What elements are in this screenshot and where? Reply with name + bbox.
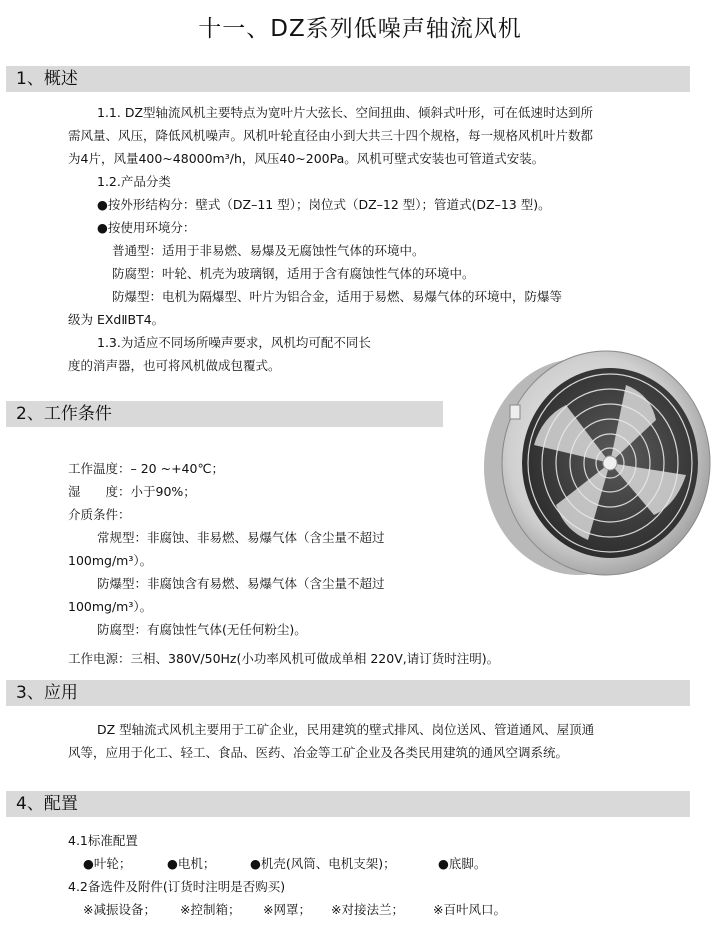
opt-item-mesh-cover: ※网罩； bbox=[263, 902, 311, 917]
type-anticorrosion: 防腐型：叶轮、机壳为玻璃钢，适用于含有腐蚀性气体的环境中。 bbox=[112, 266, 475, 281]
section-bar-configuration bbox=[6, 791, 690, 817]
overview-para-1-line-2: 需风量、风压，降低风机噪声。风机叶轮直径由小到大共三十四个规格，每一规格风机叶片数都 bbox=[68, 128, 594, 143]
section-bar-working-conditions bbox=[6, 401, 443, 427]
overview-para-1-line-1: 1.1. DZ型轴流风机主要特点为宽叶片大弦长、空间扭曲、倾斜式叶形，可在低速时达到所 bbox=[97, 105, 594, 120]
application-line-1: DZ 型轴流式风机主要用于工矿企业，民用建筑的壁式排风、岗位送风、管道通风、屋顶通 bbox=[97, 722, 595, 737]
application-line-2: 风等，应用于化工、轻工、食品、医药、冶金等工矿企业及各类民用建筑的通风空调系统。 bbox=[68, 745, 569, 760]
std-item-casing: ●机壳(风筒、电机支架)； bbox=[250, 856, 396, 871]
opt-item-flange: ※对接法兰； bbox=[331, 902, 404, 917]
medium-explosion-line-1: 防爆型：非腐蚀含有易燃、易爆气体（含尘量不超过 bbox=[97, 576, 385, 591]
opt-item-vibration-damper: ※减振设备； bbox=[83, 902, 156, 917]
medium-conditions: 介质条件： bbox=[68, 507, 131, 522]
medium-normal-line-2: 100mg/m³）。 bbox=[68, 553, 153, 568]
humidity bbox=[68, 483, 196, 500]
working-temperature: 工作温度：– 20 ~+40℃； bbox=[68, 461, 224, 476]
product-classification-heading: 1.2.产品分类 bbox=[97, 174, 171, 189]
section-heading-application: 3、应用 bbox=[16, 683, 78, 703]
silencer-note-line-2: 度的消声器，也可将风机做成包覆式。 bbox=[68, 358, 281, 373]
humidity-label: 湿 度： bbox=[68, 484, 131, 499]
optional-parts-heading: 4.2备选件及附件(订货时注明是否购买) bbox=[68, 879, 286, 894]
medium-normal-line-1: 常规型：非腐蚀、非易燃、易爆气体（含尘量不超过 bbox=[97, 530, 385, 545]
type-explosion-proof-line-1: 防爆型：电机为隔爆型、叶片为铝合金，适用于易燃、易爆气体的环境中，防爆等 bbox=[112, 289, 563, 304]
page-title: 十一、DZ系列低噪声轴流风机 bbox=[198, 16, 522, 42]
opt-item-louver: ※百叶风口。 bbox=[433, 902, 506, 917]
std-item-impeller: ●叶轮； bbox=[83, 856, 132, 871]
type-normal: 普通型：适用于非易燃、易爆及无腐蚀性气体的环境中。 bbox=[112, 243, 425, 258]
std-item-motor: ●电机； bbox=[167, 856, 216, 871]
overview-para-1-line-3: 为4片，风量400~48000m³/h，风压40~200Pa。风机可壁式安装也可管道式安装。 bbox=[68, 151, 545, 166]
type-explosion-proof-line-2: 级为 EXdⅡBT4。 bbox=[68, 312, 165, 327]
classification-by-environment: ●按使用环境分： bbox=[97, 220, 196, 235]
humidity-value: 小于90%； bbox=[130, 484, 196, 499]
medium-explosion-line-2: 100mg/m³）。 bbox=[68, 599, 153, 614]
section-heading-working-conditions: 2、工作条件 bbox=[16, 404, 112, 424]
standard-config-heading: 4.1标准配置 bbox=[68, 833, 138, 848]
opt-item-control-box: ※控制箱； bbox=[180, 902, 241, 917]
medium-anticorrosion: 防腐型：有腐蚀性气体(无任何粉尘)。 bbox=[97, 622, 307, 637]
silencer-note-line-1: 1.3.为适应不同场所噪声要求，风机均可配不同长 bbox=[97, 335, 371, 350]
section-bar-overview bbox=[6, 66, 690, 92]
axial-fan-icon bbox=[476, 345, 716, 585]
section-bar-application bbox=[6, 680, 690, 706]
std-item-base: ●底脚。 bbox=[438, 856, 487, 871]
power-supply: 工作电源：三相、380V/50Hz(小功率风机可做成单相 220V,请订货时注明)。 bbox=[68, 651, 500, 666]
section-heading-overview: 1、概述 bbox=[16, 69, 78, 89]
classification-by-shape: ●按外形结构分：壁式（DZ–11 型）；岗位式（DZ–12 型）；管道式(DZ–13 型)。 bbox=[97, 197, 551, 212]
section-heading-configuration: 4、配置 bbox=[16, 794, 78, 814]
